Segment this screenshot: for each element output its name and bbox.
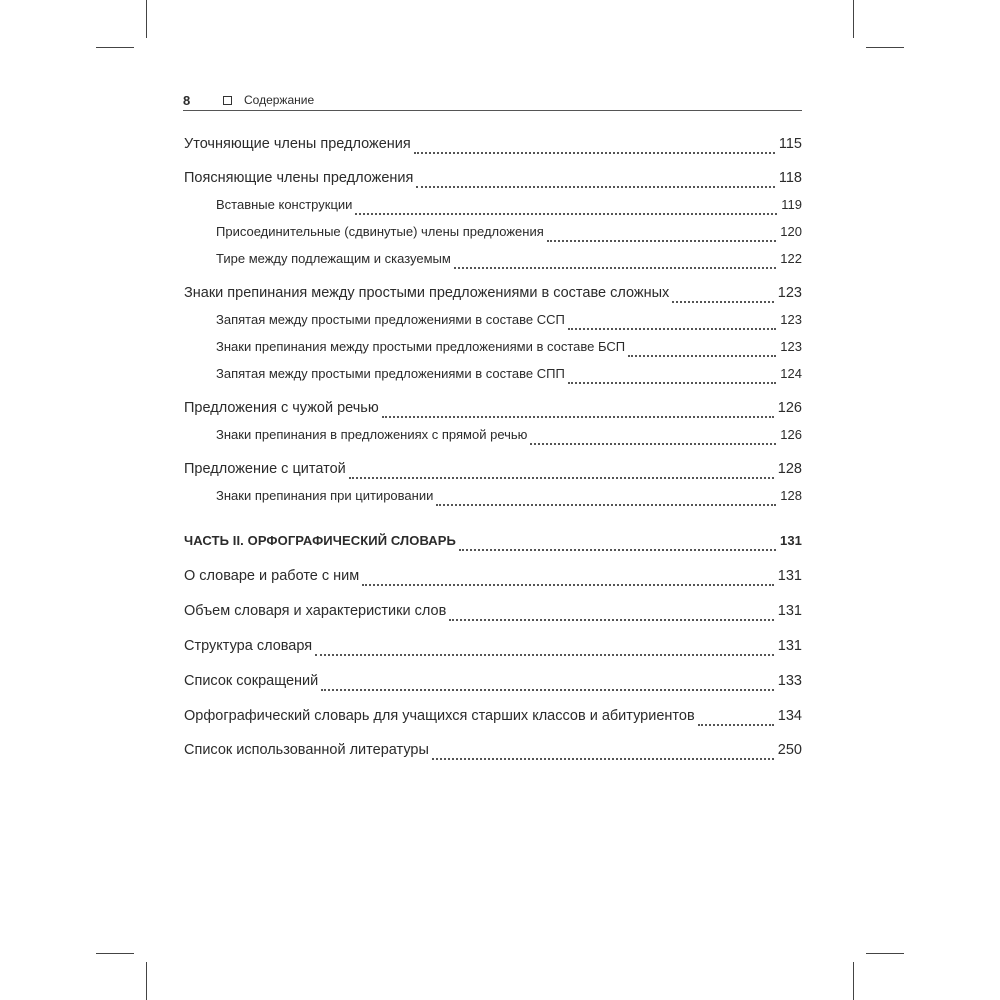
toc-entry-page: 126	[780, 427, 802, 442]
running-header	[183, 90, 802, 111]
toc-entry-page: 133	[777, 673, 802, 689]
toc-dot-leader	[568, 381, 776, 384]
toc-entry-page: 118	[778, 170, 802, 186]
toc-entry	[184, 224, 802, 248]
toc-dot-leader	[449, 618, 774, 621]
toc-dot-leader	[414, 151, 775, 154]
toc-entry	[184, 197, 802, 221]
toc-dot-leader	[382, 415, 774, 418]
toc-dot-leader	[416, 185, 775, 188]
crop-mark-top-left	[146, 0, 147, 38]
crop-mark-top-right	[853, 0, 854, 38]
toc-entry-page: 250	[777, 742, 802, 758]
toc-entry	[184, 251, 802, 275]
toc-entry	[184, 673, 802, 697]
toc-entry	[184, 366, 802, 390]
toc-dot-leader	[547, 239, 777, 242]
page-number: 8	[183, 92, 191, 108]
toc-entry-title: О словаре и работе с ним	[184, 568, 360, 584]
toc-dot-leader	[432, 757, 774, 760]
toc-entry	[184, 708, 802, 732]
toc-entry-page: 128	[780, 488, 802, 503]
toc-entry-page: 131	[780, 533, 802, 548]
toc-entry	[184, 488, 802, 512]
toc-entry	[184, 638, 802, 662]
toc-entry	[184, 170, 802, 194]
toc-dot-leader	[698, 723, 774, 726]
toc-entry	[184, 312, 802, 336]
toc-entry-title: Уточняющие члены предложения	[184, 136, 411, 152]
crop-mark-bottom-right-h	[866, 953, 904, 954]
crop-mark-top-left-h	[96, 47, 134, 48]
toc-entry	[184, 742, 802, 766]
toc-entry-title: Объем словаря и характеристики слов	[184, 603, 447, 619]
toc-dot-leader	[459, 548, 776, 551]
toc-entry-title: Присоединительные (сдвинутые) члены предложения	[216, 224, 544, 239]
toc-entry	[184, 339, 802, 363]
toc-entry-title: ЧАСТЬ II. ОРФОГРАФИЧЕСКИЙ СЛОВАРЬ	[184, 533, 456, 548]
toc-entry-title: Поясняющие члены предложения	[184, 170, 414, 186]
toc-dot-leader	[568, 327, 776, 330]
toc-entry-title: Орфографический словарь для учащихся старших классов и абитуриентов	[184, 708, 695, 724]
toc-dot-leader	[628, 354, 776, 357]
square-bullet-icon	[223, 96, 232, 105]
toc-entry-page: 131	[777, 638, 802, 654]
toc-entry-page: 115	[778, 136, 802, 152]
toc-entry-title: Список сокращений	[184, 673, 319, 689]
toc-entry-title: Список использованной литературы	[184, 742, 429, 758]
toc-entry	[184, 461, 802, 485]
toc-entry	[184, 568, 802, 592]
crop-mark-bottom-right	[853, 962, 854, 1000]
toc-dot-leader	[530, 442, 776, 445]
toc-entry	[184, 136, 802, 160]
toc-entry	[184, 427, 802, 451]
toc-entry-title: Предложения с чужой речью	[184, 400, 379, 416]
running-header-title: Содержание	[244, 93, 315, 107]
toc-entry-page: 122	[780, 251, 802, 266]
toc-entry-page: 131	[777, 603, 802, 619]
toc-dot-leader	[321, 688, 774, 691]
toc-entry	[184, 533, 802, 557]
toc-entry	[184, 400, 802, 424]
toc-dot-leader	[362, 583, 774, 586]
toc-entry-title: Вставные конструкции	[216, 197, 353, 212]
crop-mark-top-right-h	[866, 47, 904, 48]
toc-entry-page: 120	[780, 224, 802, 239]
toc-entry-title: Запятая между простыми предложениями в составе СПП	[216, 366, 565, 381]
toc-dot-leader	[315, 653, 774, 656]
toc-entry-page: 123	[777, 285, 802, 301]
toc-dot-leader	[454, 266, 776, 269]
crop-mark-bottom-left	[146, 962, 147, 1000]
toc-entry-page: 124	[780, 366, 802, 381]
toc-entry-title: Предложение с цитатой	[184, 461, 346, 477]
toc-entry-page: 131	[777, 568, 802, 584]
toc-entry-title: Запятая между простыми предложениями в составе ССП	[216, 312, 565, 327]
toc-dot-leader	[436, 503, 776, 506]
toc-entry-page: 126	[777, 400, 802, 416]
toc-entry-title: Тире между подлежащим и сказуемым	[216, 251, 451, 266]
toc-entry-title: Знаки препинания при цитировании	[216, 488, 434, 503]
toc-entry-title: Знаки препинания между простыми предложениями в составе сложных	[184, 285, 670, 301]
toc-entry	[184, 285, 802, 309]
toc-entry-page: 128	[777, 461, 802, 477]
toc-entry-page: 119	[781, 197, 802, 212]
toc-entry-title: Знаки препинания между простыми предложениями в составе БСП	[216, 339, 626, 354]
toc-entry-page: 123	[780, 339, 802, 354]
toc-dot-leader	[349, 476, 774, 479]
crop-mark-bottom-left-h	[96, 953, 134, 954]
toc-dot-leader	[672, 300, 774, 303]
toc-entry-page: 123	[780, 312, 802, 327]
toc-entry-title: Структура словаря	[184, 638, 313, 654]
toc-entry-page: 134	[777, 708, 802, 724]
toc-dot-leader	[355, 212, 777, 215]
toc-entry	[184, 603, 802, 627]
toc-entry-title: Знаки препинания в предложениях с прямой речью	[216, 427, 528, 442]
